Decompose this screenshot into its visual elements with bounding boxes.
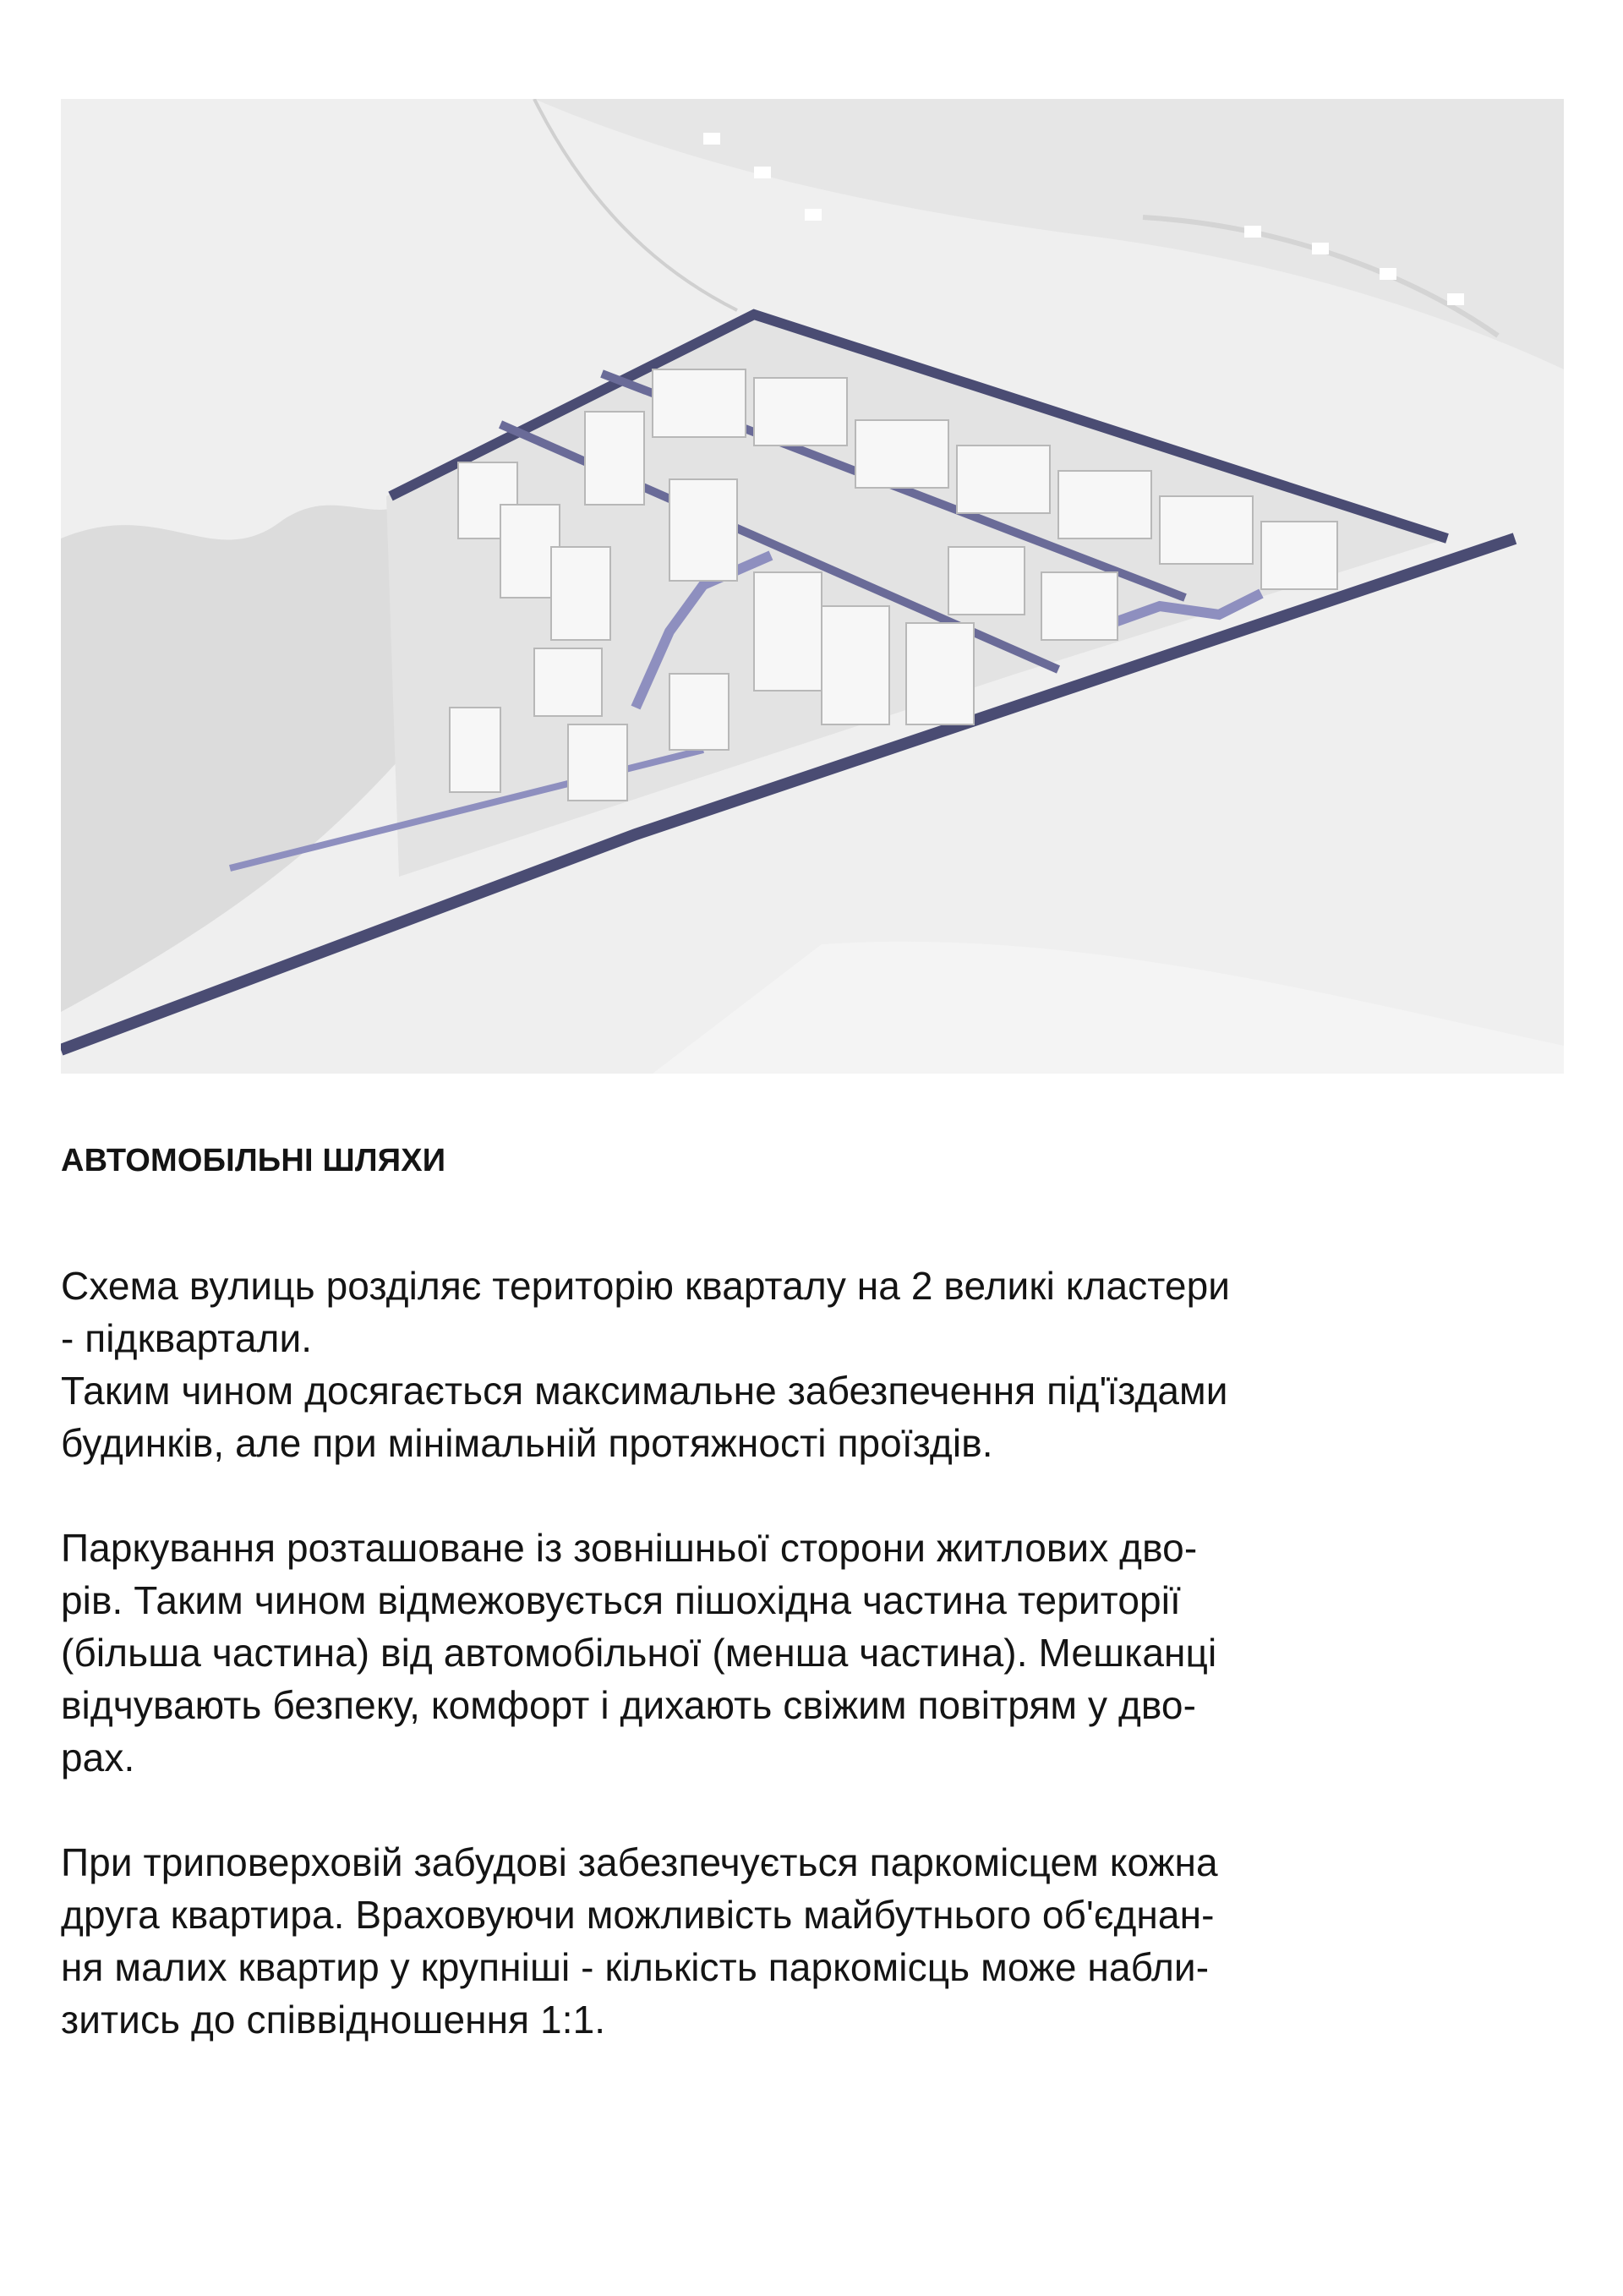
- building: [653, 369, 746, 437]
- house: [805, 209, 822, 221]
- text-line: зитись до співвідношення 1:1.: [61, 1998, 606, 2042]
- building: [551, 547, 610, 640]
- paragraph-1: [61, 1260, 1574, 1469]
- house: [703, 133, 720, 145]
- building: [1041, 572, 1118, 640]
- building: [754, 378, 847, 446]
- aerial-street-scheme: [61, 99, 1564, 1074]
- text-line: друга квартира. Враховуючи можливість майбутнього об'єднан-: [61, 1893, 1215, 1937]
- building: [1160, 496, 1253, 564]
- text-line: відчувають безпеку, комфорт і дихають свіжим повітрям у дво-: [61, 1683, 1197, 1727]
- text-line: (більша частина) від автомобільної (менша частина). Мешканці: [61, 1631, 1217, 1675]
- building: [754, 572, 822, 691]
- building: [906, 623, 974, 724]
- building: [957, 446, 1050, 513]
- text-line: Схема вулиць розділяє територію кварталу на 2 великі кластери: [61, 1264, 1231, 1308]
- text-line: Таким чином досягається максимальне забезпечення під'їздами: [61, 1369, 1228, 1413]
- house: [1244, 226, 1261, 238]
- house: [1447, 293, 1464, 305]
- text-line: рів. Таким чином відмежовується пішохідна частина території: [61, 1578, 1181, 1622]
- paragraph-3: [61, 1836, 1574, 2046]
- text-line: При триповерховій забудові забезпечується паркомісцем кожна: [61, 1840, 1218, 1884]
- building: [585, 412, 644, 505]
- building: [855, 420, 948, 488]
- building: [450, 708, 500, 792]
- building: [1261, 522, 1337, 589]
- house: [1380, 268, 1396, 280]
- building: [948, 547, 1025, 615]
- text-line: рах.: [61, 1736, 135, 1779]
- building: [669, 479, 737, 581]
- site-plan-figure: [61, 99, 1564, 1074]
- text-line: ня малих квартир у крупніші - кількість паркомісць може набли-: [61, 1945, 1210, 1989]
- building: [534, 648, 602, 716]
- building: [568, 724, 627, 801]
- building: [1058, 471, 1151, 538]
- building: [822, 606, 889, 724]
- section-heading: АВТОМОБІЛЬНІ ШЛЯХИ: [61, 1143, 446, 1178]
- text-line: - підквартали.: [61, 1316, 313, 1360]
- building: [669, 674, 729, 750]
- house: [1312, 243, 1329, 254]
- text-line: Паркування розташоване із зовнішньої сторони житлових дво-: [61, 1526, 1198, 1570]
- text-line: будинків, але при мінімальній протяжності проїздів.: [61, 1421, 993, 1465]
- house: [754, 167, 771, 178]
- paragraph-2: [61, 1522, 1574, 1784]
- body-text: [61, 1260, 1574, 2098]
